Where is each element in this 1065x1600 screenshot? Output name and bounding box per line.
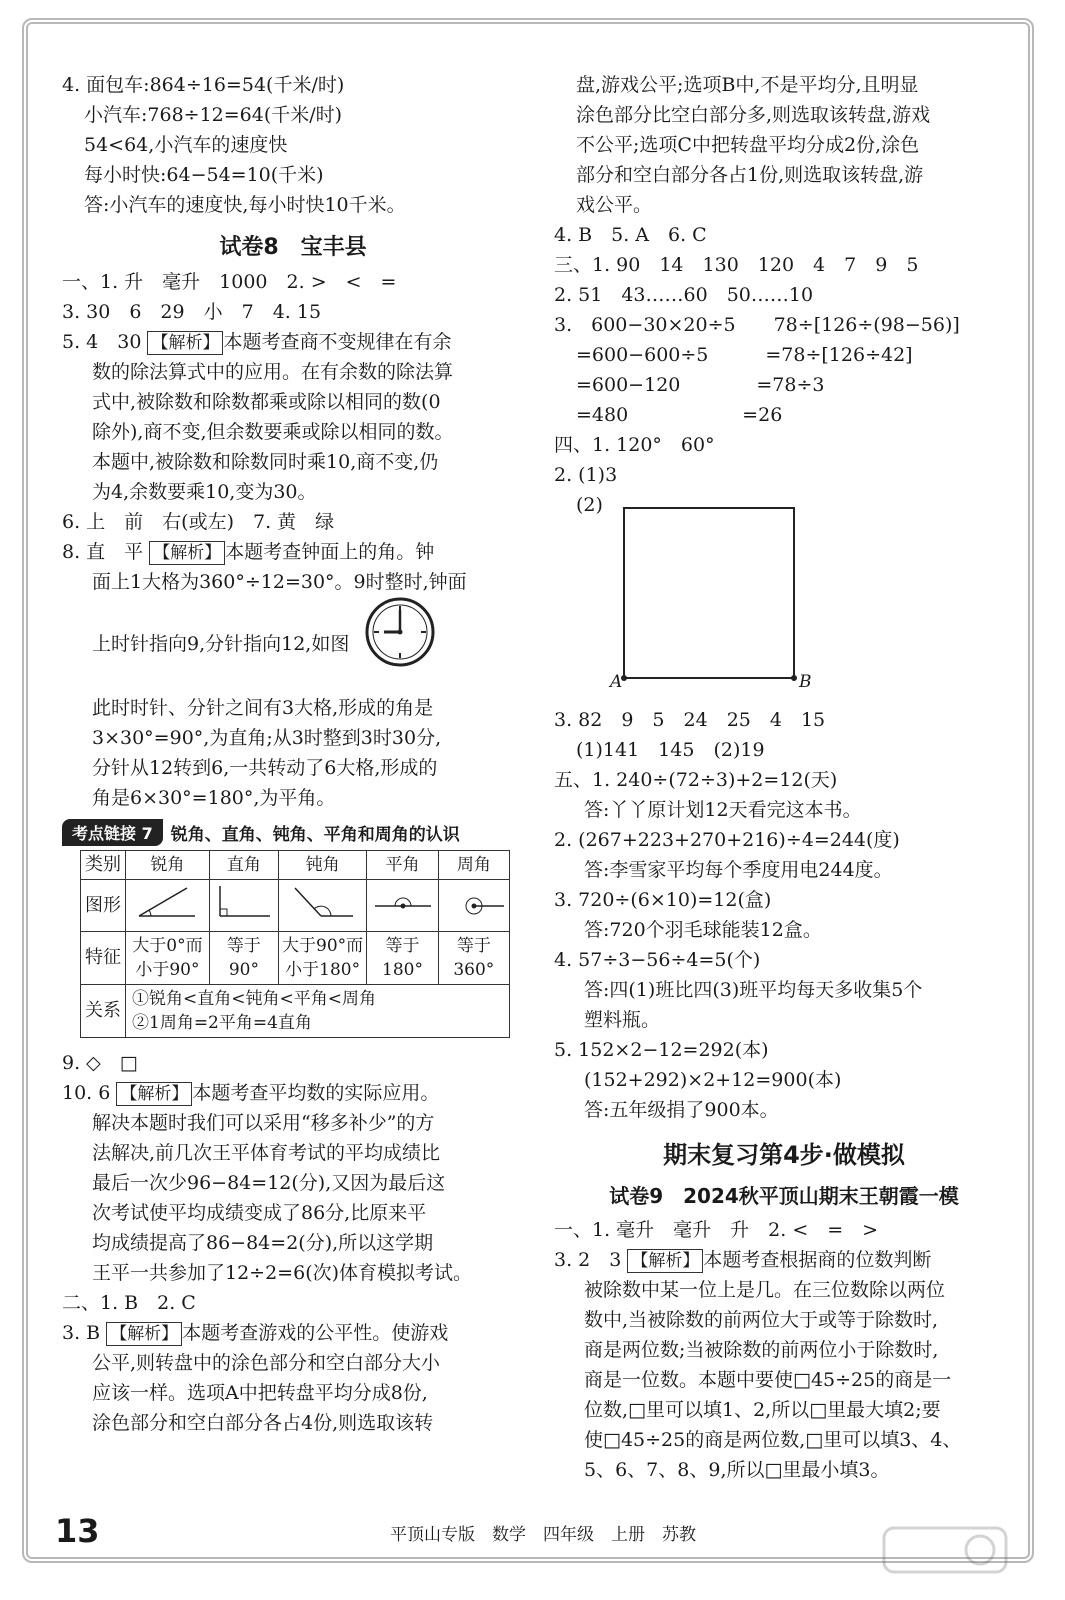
r-line17: (1)141 145 (2)19 <box>576 739 765 761</box>
r-line18: 五、1. 240÷(72÷3)+2=12(天) <box>554 769 838 791</box>
obtuse-angle-figure <box>278 880 366 932</box>
s2-line1: 二、1. B 2. C <box>62 1292 196 1314</box>
p8-line3a: 5. 4 30 <box>62 331 142 353</box>
p9-line5: 商是两位数;当被除数的前两位小于除数时, <box>584 1339 939 1361</box>
p8-line12 <box>62 597 524 693</box>
r-line12: =480 =26 <box>576 404 783 426</box>
page-number: 13 <box>55 1512 100 1550</box>
kaodian-label: 考点链接 7 <box>62 819 163 846</box>
kaodian-title: 锐角、直角、钝角、平角和周角的认识 <box>170 825 460 845</box>
q9-line: 9. ◇ □ <box>62 1052 138 1074</box>
r-line22: 3. 720÷(6×10)=12(盒) <box>554 889 772 911</box>
clock-icon <box>365 597 435 693</box>
table-header: 类别 <box>81 851 126 880</box>
q4-line3: 54<64,小汽车的速度快 <box>84 134 288 156</box>
p9-line7: 位数,□里可以填1、2,所以□里最大填2;要 <box>584 1399 941 1421</box>
p9-line2 <box>554 1245 1014 1275</box>
q10-line7: 王平一共参加了12÷2=6(次)体育模拟考试。 <box>92 1262 473 1284</box>
jiexi-tag: 【解析】 <box>116 1082 192 1106</box>
square-drawing <box>604 498 824 703</box>
relation-line: ②1周角=2平角=4直角 <box>132 1013 312 1033</box>
table-row <box>81 932 510 985</box>
r-line15: (2) <box>576 494 603 516</box>
paper9-title: 试卷9 2024秋平顶山期末王朝霞一模 <box>609 1184 959 1208</box>
r-line2: 涂色部分比空白部分多,则选取该转盘,游戏 <box>576 104 931 126</box>
p8-line3b: 本题考查商不变规律在有余 <box>223 331 452 353</box>
jiexi-tag: 【解析】 <box>627 1249 703 1273</box>
angle-table <box>80 850 510 1038</box>
p8-line3 <box>62 327 524 357</box>
point-a-label: A <box>610 672 623 692</box>
r-line28: (152+292)×2+12=900(本) <box>584 1069 842 1091</box>
q10-line2: 解决本题时我们可以采用“移多补少”的方 <box>92 1112 435 1134</box>
table-row <box>81 985 510 1038</box>
table-cell: 大于90°而小于180° <box>278 932 366 985</box>
p9-line8: 使□45÷25的商是两位数,□里可以填3、4、 <box>584 1429 962 1451</box>
q4-line2: 小汽车:768÷12=64(千米/时) <box>84 104 343 126</box>
table-row <box>81 851 510 880</box>
q10-line5: 次考试使平均成绩变成了86分,比原来平 <box>92 1202 427 1224</box>
q10-line4: 最后一次少96−84=12(分),又因为最后这 <box>92 1172 446 1194</box>
table-cell: 等于180° <box>367 932 438 985</box>
r-line9: 3. 600−30×20÷5 78÷[126÷(98−56)] <box>554 314 960 336</box>
p8-line5: 式中,被除数和除数都乘或除以相同的数(0 <box>92 391 441 413</box>
r-line10: =600−600÷5 =78÷[126÷42] <box>576 344 913 366</box>
p9-line2a: 3. 2 3 <box>554 1249 622 1271</box>
right-angle-figure <box>209 880 278 932</box>
q4-line1: 4. 面包车:864÷16=54(千米/时) <box>62 74 345 96</box>
r-line27: 5. 152×2−12=292(本) <box>554 1039 769 1061</box>
p8-line10b: 本题考查钟面上的角。钟 <box>225 541 435 563</box>
r-line23: 答:720个羽毛球能装12盒。 <box>584 919 822 941</box>
straight-angle-figure <box>367 880 438 932</box>
p8-line9: 6. 上 前 右(或左) 7. 黄 绿 <box>62 511 335 533</box>
q10-line3: 法解决,前几次王平体育考试的平均成绩比 <box>92 1142 441 1164</box>
table-header: 钝角 <box>278 851 366 880</box>
p8-line8: 为4,余数要乘10,变为30。 <box>92 481 317 503</box>
p8-line7: 本题中,被除数和除数同时乘10,商不变,仍 <box>92 451 439 473</box>
r-line29: 答:五年级捐了900本。 <box>584 1099 779 1121</box>
r-line20: 2. (267+223+270+216)÷4=244(度) <box>554 829 900 851</box>
table-header: 锐角 <box>126 851 210 880</box>
r-line6: 4. B 5. A 6. C <box>554 224 707 246</box>
jiexi-tag: 【解析】 <box>106 1322 182 1346</box>
table-cell: 大于0°而小于90° <box>126 932 210 985</box>
row-label: 图形 <box>81 880 126 932</box>
right-column <box>554 70 1014 1485</box>
r-line1: 盘,游戏公平;选项B中,不是平均分,且明显 <box>576 74 919 96</box>
r-line24: 4. 57÷3−56÷4=5(个) <box>554 949 761 971</box>
jiexi-tag: 【解析】 <box>147 331 223 355</box>
r-line5: 戏公平。 <box>576 194 653 216</box>
s2-line3: 公平,则转盘中的涂色部分和空白部分大小 <box>92 1352 441 1374</box>
r-line26: 塑料瓶。 <box>584 1009 661 1031</box>
q4-line4: 每小时快:64−54=10(千米) <box>84 164 324 186</box>
p9-line2b: 本题考查根据商的位数判断 <box>703 1249 932 1271</box>
r-line8: 2. 51 43……60 50……10 <box>554 284 814 306</box>
p8-line14: 3×30°=90°,为直角;从3时整到3时30分, <box>92 727 442 749</box>
r-line11: =600−120 =78÷3 <box>576 374 825 396</box>
r-line25: 答:四(1)班比四(3)班平均每天多收集5个 <box>584 979 923 1001</box>
r-line14: 2. (1)3 <box>554 464 618 486</box>
table-header: 直角 <box>209 851 278 880</box>
p8-line16: 角是6×30°=180°,为平角。 <box>92 787 336 809</box>
p9-line3: 被除数中某一位上是几。在三位数除以两位 <box>584 1279 946 1301</box>
r-line13: 四、1. 120° 60° <box>554 434 715 456</box>
acute-angle-figure <box>126 880 210 932</box>
p8-line15: 分针从12转到6,一共转动了6大格,形成的 <box>92 757 438 779</box>
square-figure <box>554 490 1014 705</box>
p9-line6: 商是一位数。本题中要使□45÷25的商是一 <box>584 1369 952 1391</box>
q10-line1b: 本题考查平均数的实际应用。 <box>192 1082 440 1104</box>
s2-line2 <box>62 1318 524 1348</box>
r-line16: 3. 82 9 5 24 25 4 15 <box>554 709 826 731</box>
paper8-title: 试卷8 宝丰县 <box>219 235 367 260</box>
left-column <box>62 70 524 1438</box>
p9-line1: 一、1. 毫升 毫升 升 2. < = > <box>554 1219 879 1241</box>
table-cell: 等于90° <box>209 932 278 985</box>
point-b-label: B <box>799 672 812 692</box>
p8-line12-text: 上时针指向9,分针指向12,如图 <box>92 633 350 655</box>
p9-line9: 5、6、7、8、9,所以□里最小填3。 <box>584 1459 890 1481</box>
p8-line11: 面上1大格为360°÷12=30°。9时整时,钟面 <box>92 571 467 593</box>
kaodian-bar <box>62 819 524 846</box>
s2-line2b: 本题考查游戏的公平性。使游戏 <box>182 1322 449 1344</box>
q4-line5: 答:小汽车的速度快,每小时快10千米。 <box>84 194 406 216</box>
p8-line10a: 8. 直 平 <box>62 541 144 563</box>
row-label: 关系 <box>81 985 126 1038</box>
full-angle-figure <box>438 880 509 932</box>
table-cell: 等于360° <box>438 932 509 985</box>
section-title: 期末复习第4步·做模拟 <box>663 1141 905 1169</box>
p8-line2: 3. 30 6 29 小 7 4. 15 <box>62 301 322 323</box>
table-header: 周角 <box>438 851 509 880</box>
watermark-logo <box>880 1520 1010 1580</box>
footer-text: 平顶山专版 数学 四年级 上册 苏教 <box>390 1525 696 1545</box>
p8-line13: 此时时针、分针之间有3大格,形成的角是 <box>92 697 434 719</box>
s2-line2a: 3. B <box>62 1322 101 1344</box>
page-footer <box>55 1512 755 1552</box>
r-line19: 答:丫丫原计划12天看完这本书。 <box>584 799 862 821</box>
p8-line10 <box>62 537 524 567</box>
table-row <box>81 880 510 932</box>
r-line4: 部分和空白部分各占1份,则选取该转盘,游 <box>576 164 924 186</box>
r-line7: 三、1. 90 14 130 120 4 7 9 5 <box>554 254 919 276</box>
p8-line1: 一、1. 升 毫升 1000 2. > < = <box>62 271 397 293</box>
q10-line1 <box>62 1078 524 1108</box>
row-label: 特征 <box>81 932 126 985</box>
jiexi-tag: 【解析】 <box>149 541 225 565</box>
p8-line4: 数的除法算式中的应用。在有余数的除法算 <box>92 361 454 383</box>
p9-line4: 数中,当被除数的前两位大于或等于除数时, <box>584 1309 939 1331</box>
r-line3: 不公平;选项C中把转盘平均分成2份,涂色 <box>576 134 920 156</box>
s2-line5: 涂色部分和空白部分各占4份,则选取该转 <box>92 1412 434 1434</box>
r-line21: 答:李雪家平均每个季度用电244度。 <box>584 859 893 881</box>
p8-line6: 除外),商不变,但余数要乘或除以相同的数。 <box>92 421 454 443</box>
relation-line: ①锐角<直角<钝角<平角<周角 <box>132 989 376 1009</box>
relation-cell <box>126 985 510 1038</box>
table-header: 平角 <box>367 851 438 880</box>
s2-line4: 应该一样。选项A中把转盘平均分成8份, <box>92 1382 428 1404</box>
q10-line6: 均成绩提高了86−84=2(分),所以这学期 <box>92 1232 434 1254</box>
q10-line1a: 10. 6 <box>62 1082 111 1104</box>
